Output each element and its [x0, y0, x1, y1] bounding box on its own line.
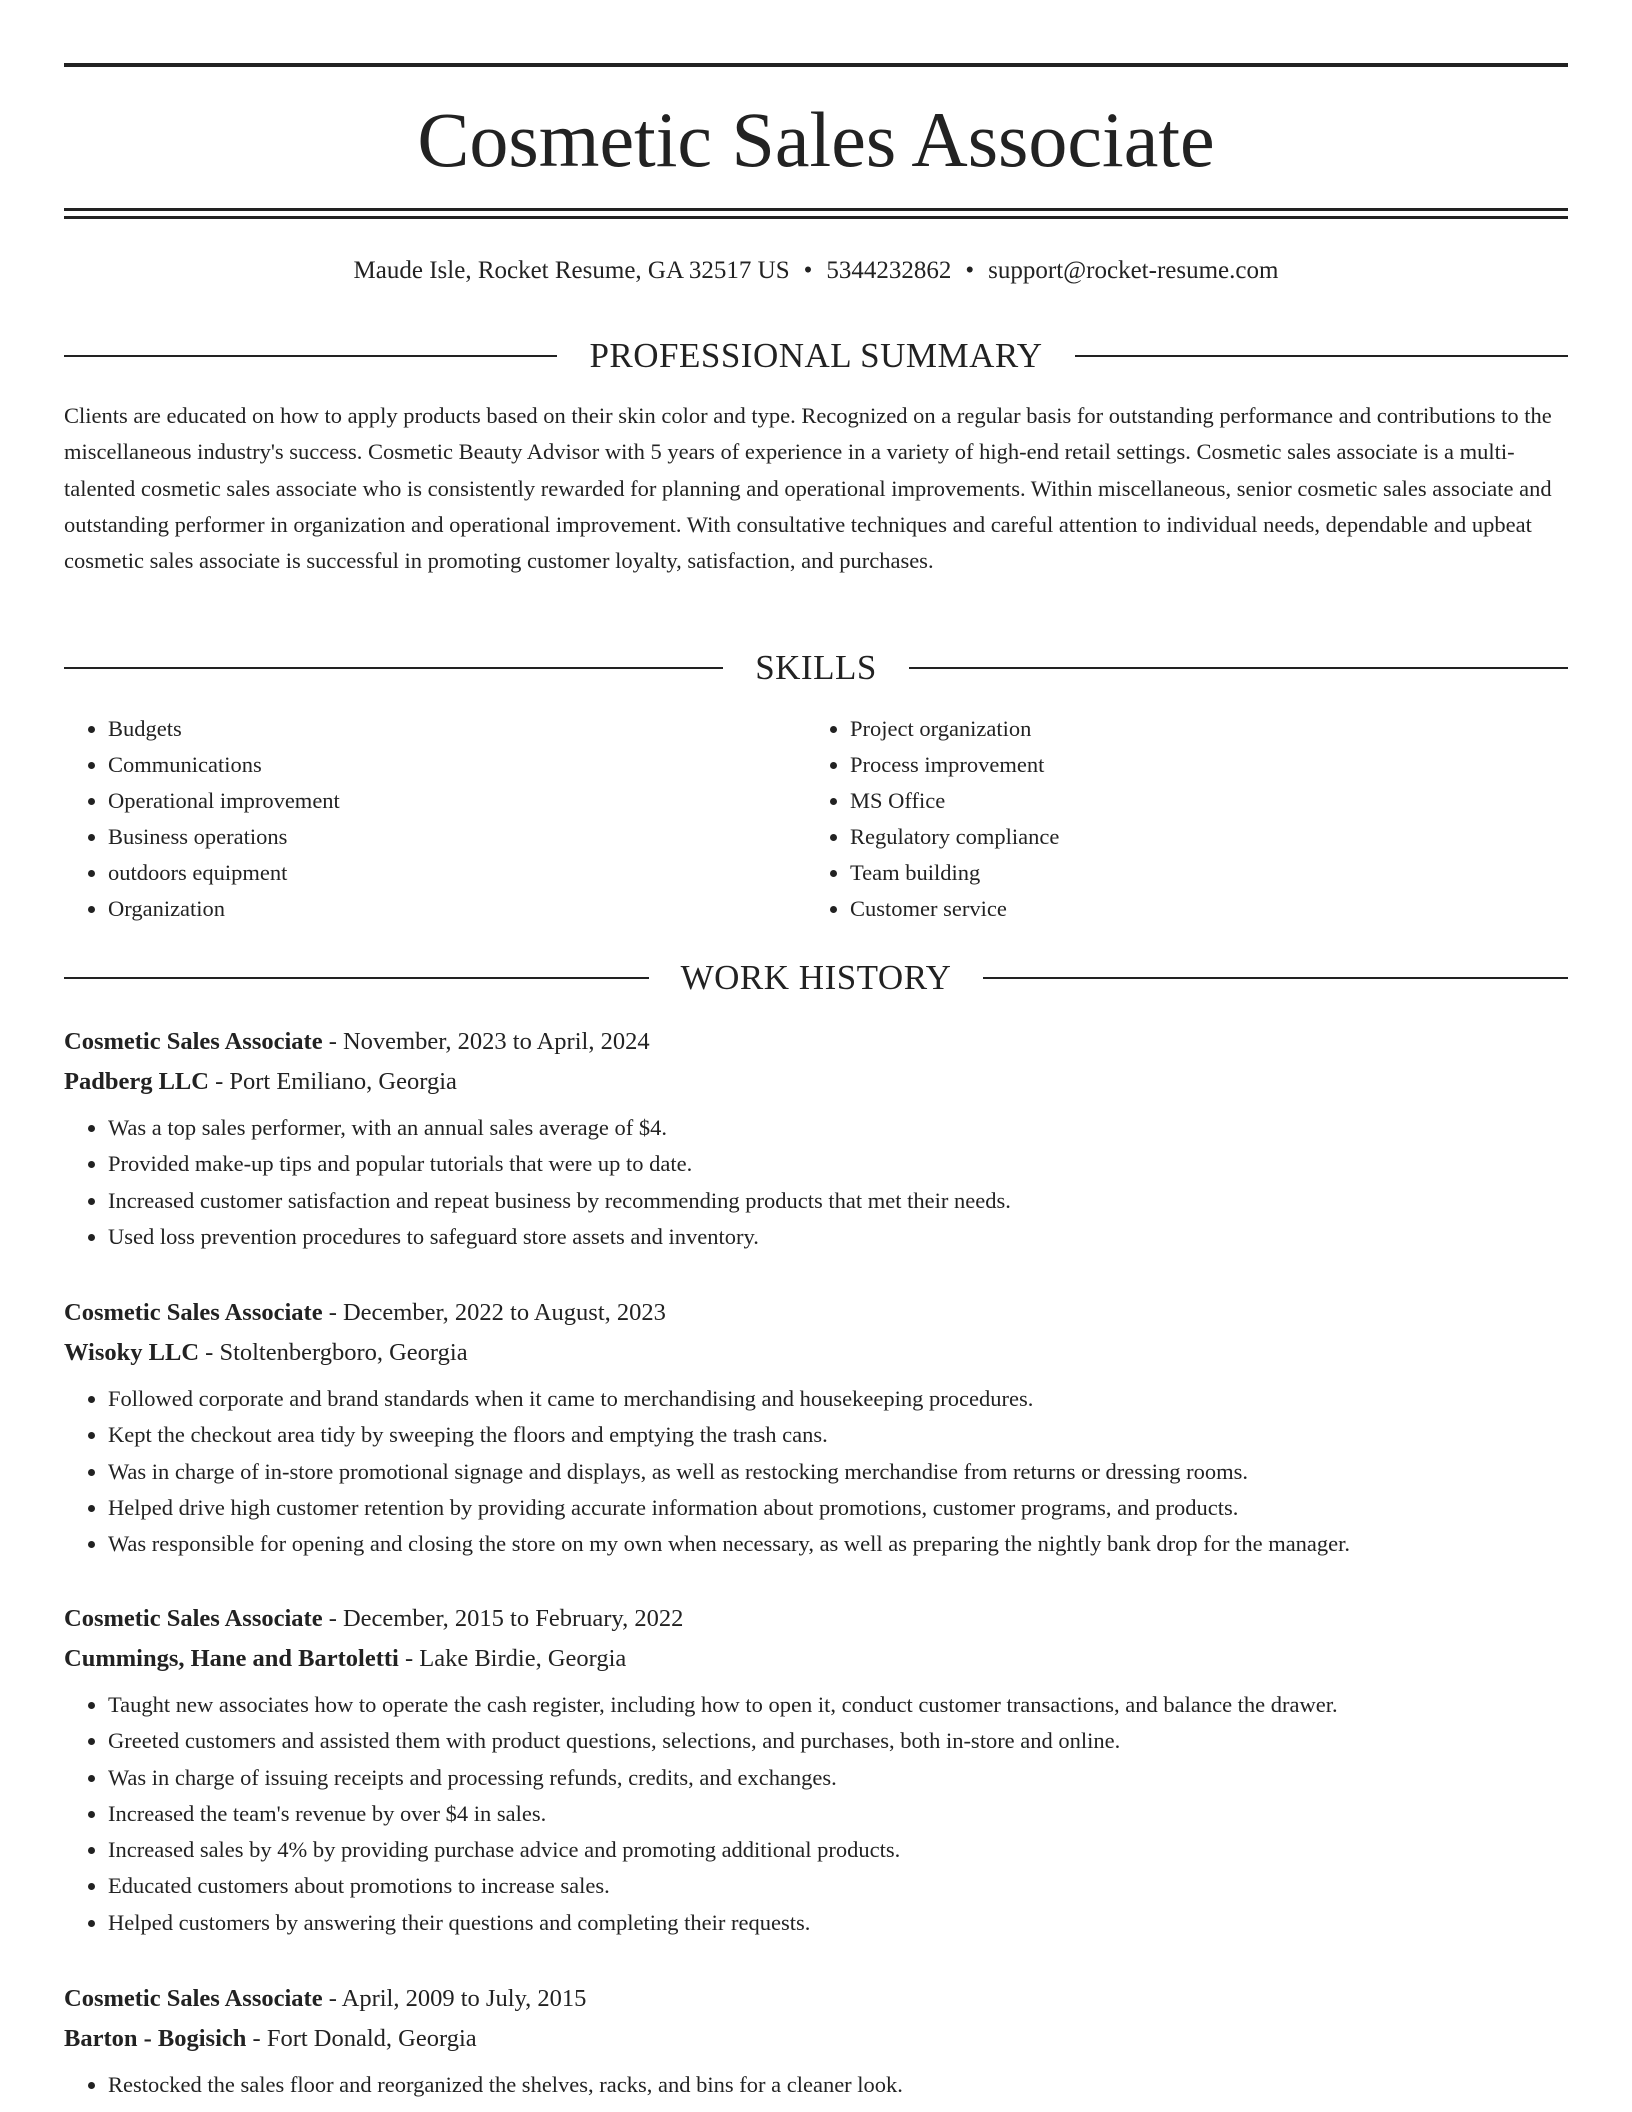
- job-bullet: • Used loss prevention procedures to safeguard store assets and inventory.: [108, 1219, 1568, 1255]
- job-bullet: • Helped customers by answering their questions and completing their requests.: [108, 1905, 1568, 1941]
- job-bullet: • Restocked the sales floor and reorganized the shelves, racks, and bins for a cleaner look.: [108, 2067, 1568, 2103]
- job-bullet: • Taught new associates how to operate the cash register, including how to open it, conduct customer transactions, and balance the drawer.: [108, 1687, 1568, 1723]
- contact-separator: •: [803, 257, 813, 284]
- section-title-skills: SKILLS: [755, 648, 877, 687]
- section-rule-left: [64, 977, 649, 979]
- job-title-line: [64, 1599, 1568, 1639]
- job-company-line: [64, 1062, 1568, 1102]
- job-bullets: [64, 1381, 1568, 1562]
- job-dates: - November, 2023 to April, 2024: [322, 1028, 650, 1055]
- skill-item: • Process improvement: [850, 747, 1548, 783]
- job-title-line: [64, 1293, 1568, 1333]
- skill-item: • outdoors equipment: [108, 855, 806, 891]
- job-title: Cosmetic Sales Associate: [64, 1985, 323, 2012]
- section-rule-left: [64, 355, 557, 357]
- job-bullet: • Was in charge of in-store promotional signage and displays, as well as restocking merchandise from returns or dressing rooms.: [108, 1454, 1568, 1490]
- contact-email: support@rocket-resume.com: [988, 257, 1279, 284]
- job-company: Wisoky LLC: [64, 1339, 200, 1366]
- job-company-line: [64, 1639, 1568, 1679]
- job-bullets: [64, 2067, 1568, 2103]
- job-bullets: [64, 1687, 1568, 1941]
- skill-item: • Business operations: [108, 819, 806, 855]
- job-bullet: • Was in charge of issuing receipts and processing refunds, credits, and exchanges.: [108, 1760, 1568, 1796]
- top-rule: [64, 63, 1568, 67]
- section-header-skills: [64, 646, 1568, 690]
- job-bullet: • Was responsible for opening and closing the store on my own when necessary, as well as preparing the nightly bank drop for the manager.: [108, 1526, 1568, 1562]
- job-company: Barton - Bogisich: [64, 2025, 247, 2052]
- skill-item: • Budgets: [108, 711, 806, 747]
- skills-column-left: [64, 711, 806, 927]
- resume-title: Cosmetic Sales Associate: [417, 96, 1215, 183]
- job-location: - Lake Birdie, Georgia: [398, 1645, 627, 1672]
- job-company: Cummings, Hane and Bartoletti: [64, 1645, 399, 1672]
- job-location: - Port Emiliano, Georgia: [208, 1068, 457, 1095]
- skill-item: • Operational improvement: [108, 783, 806, 819]
- skills-column-right: [806, 711, 1548, 927]
- job-company-line: [64, 2019, 1568, 2059]
- job-company: Padberg LLC: [64, 1068, 209, 1095]
- job-bullet: • Increased customer satisfaction and repeat business by recommending products that met their needs.: [108, 1183, 1568, 1219]
- job-entry: [64, 1599, 1568, 1941]
- section-rule-right: [1075, 355, 1568, 357]
- contact-line: [64, 254, 1568, 288]
- contact-address: Maude Isle, Rocket Resume, GA 32517 US: [353, 257, 790, 284]
- job-dates: - April, 2009 to July, 2015: [322, 1985, 587, 2012]
- title-rule-upper: [64, 208, 1568, 211]
- job-bullet: • Increased sales by 4% by providing purchase advice and promoting additional products.: [108, 1832, 1568, 1868]
- skill-item: • Project organization: [850, 711, 1548, 747]
- contact-phone: 5344232862: [826, 257, 952, 284]
- job-dates: - December, 2015 to February, 2022: [322, 1605, 684, 1632]
- section-rule-right: [909, 667, 1568, 669]
- skill-item: • Regulatory compliance: [850, 819, 1548, 855]
- job-bullet: • Kept the checkout area tidy by sweeping the floors and emptying the trash cans.: [108, 1417, 1568, 1453]
- job-title: Cosmetic Sales Associate: [64, 1605, 323, 1632]
- job-entry: [64, 1293, 1568, 1562]
- section-header-summary: [64, 334, 1568, 378]
- job-title: Cosmetic Sales Associate: [64, 1299, 323, 1326]
- section-title-work: WORK HISTORY: [680, 958, 952, 997]
- job-location: - Stoltenbergboro, Georgia: [199, 1339, 468, 1366]
- skill-item: • Customer service: [850, 891, 1548, 927]
- skill-item: • Team building: [850, 855, 1548, 891]
- job-location: - Fort Donald, Georgia: [246, 2025, 477, 2052]
- section-rule-right: [983, 977, 1568, 979]
- skill-item: • Communications: [108, 747, 806, 783]
- job-title: Cosmetic Sales Associate: [64, 1028, 323, 1055]
- skill-item: • Organization: [108, 891, 806, 927]
- title-rule-lower: [64, 216, 1568, 219]
- section-rule-left: [64, 667, 723, 669]
- contact-separator: •: [965, 257, 975, 284]
- skills-list: [64, 711, 1568, 927]
- section-title-summary: PROFESSIONAL SUMMARY: [589, 336, 1043, 375]
- job-title-line: [64, 1979, 1568, 2019]
- job-bullets: [64, 1110, 1568, 1255]
- job-title-line: [64, 1022, 1568, 1062]
- job-bullet: • Provided make-up tips and popular tutorials that were up to date.: [108, 1146, 1568, 1182]
- job-bullet: • Increased the team's revenue by over $4 in sales.: [108, 1796, 1568, 1832]
- job-company-line: [64, 1333, 1568, 1373]
- summary-text: Clients are educated on how to apply products based on their skin color and type. Recognized on a regular basis for outstanding performance and contributions to the miscellaneous industry's success. Cosmetic Beauty Advisor with 5 years of experience in a variety of high-end retail settings. Cosmetic sales associate is a multi-talented cosmetic sales associate who is consistently rewarded for planning and operational improvements. Within miscellaneous, senior cosmetic sales associate and outstanding performer in organization and operational improvement. With consultative techniques and careful attention to individual needs, dependable and upbeat cosmetic sales associate is successful in promoting customer loyalty, satisfaction, and purchases.: [64, 403, 1552, 574]
- job-bullet: • Helped drive high customer retention by providing accurate information about promotions, customer programs, and products.: [108, 1490, 1568, 1526]
- job-bullet: • Greeted customers and assisted them with product questions, selections, and purchases, both in-store and online.: [108, 1723, 1568, 1759]
- job-bullet: • Educated customers about promotions to increase sales.: [108, 1868, 1568, 1904]
- job-bullet: • Was a top sales performer, with an annual sales average of $4.: [108, 1110, 1568, 1146]
- skill-item: • MS Office: [850, 783, 1548, 819]
- section-header-work: [64, 956, 1568, 1000]
- job-entry: [64, 1979, 1568, 2103]
- job-entry: [64, 1022, 1568, 1255]
- job-bullet: • Followed corporate and brand standards when it came to merchandising and housekeeping procedures.: [108, 1381, 1568, 1417]
- job-dates: - December, 2022 to August, 2023: [322, 1299, 666, 1326]
